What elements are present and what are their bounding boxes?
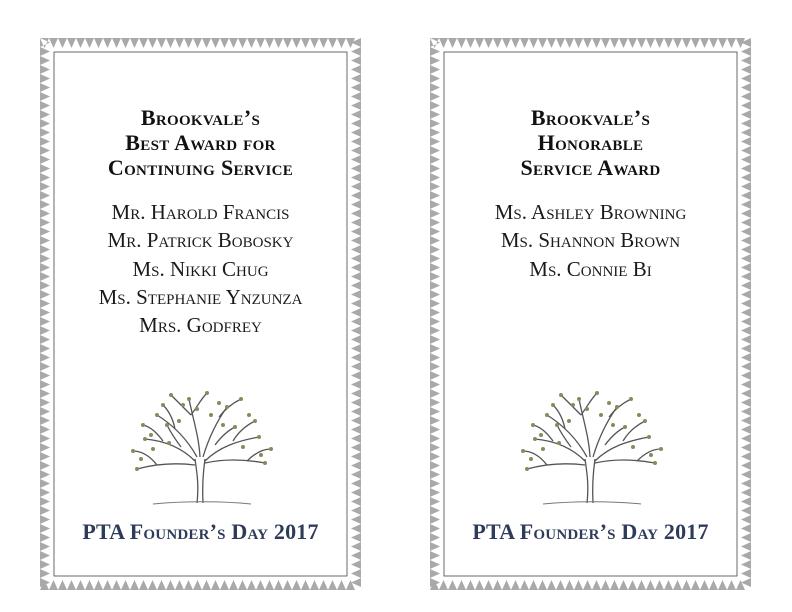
award-title [57,105,344,180]
honoree-name: Ms. Shannon Brown [500,228,681,253]
honoree-name: Mr. Harold Francis [111,200,290,224]
honoree-name: Mr. Patrick Bobosky [107,228,294,253]
award-title-line: Brookvale’s [530,105,651,130]
award-card-continuing-service [40,38,361,590]
honoree-list [447,198,734,283]
card-content [447,55,734,573]
honoree-name: Ms. Ashley Browning [494,200,687,224]
tree-icon [513,385,669,511]
award-title-line: Service Award [520,155,661,180]
event-footer: PTA Founder’s Day 2017 [82,519,319,544]
card-content [57,55,344,573]
award-title [447,105,734,180]
honoree-name: Ms. Stephanie Ynzunza [98,284,303,309]
award-title-line: Best Award for [125,130,276,155]
honoree-list [57,198,344,339]
honoree-name: Ms. Connie Bi [529,256,652,281]
award-card-honorable-service [430,38,751,590]
honoree-name: Ms. Nikki Chug [132,256,269,281]
award-title-line: Continuing Service [107,155,294,180]
event-footer: PTA Founder’s Day 2017 [472,519,709,544]
honoree-name: Mrs. Godfrey [139,313,262,338]
award-title-line: Honorable [537,130,644,155]
tree-icon [123,385,279,511]
award-title-line: Brookvale’s [140,105,261,130]
